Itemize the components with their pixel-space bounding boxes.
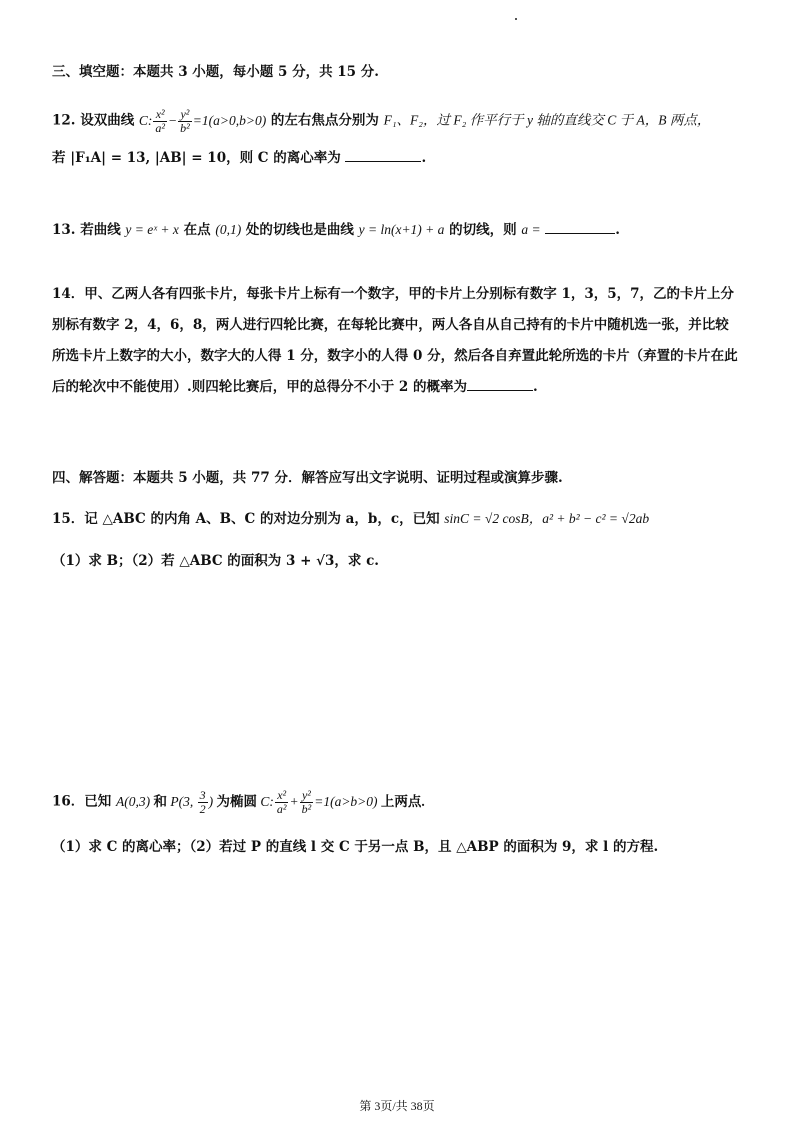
q14-line: 14．甲、乙两人各有四张卡片，每张卡片上标有一个数字，甲的卡片上分别标有数字 1，3，5，7，乙的卡片上分: [52, 286, 735, 302]
q12-number: 12.: [52, 112, 76, 129]
q16-equation: A(0,3) 和 P(3, $\frac{3}{2}$ ) 为椭圆 C: $\frac{\text{x²}}{\text{a²}}$ + $\frac{\text{y²}}{\text{b²}}$ =1(a>b>0) 上两点.: [116, 788, 425, 816]
q13-number: 13.: [52, 222, 76, 238]
q14-line: 别标有数字 2，4，6，8，两人进行四轮比赛，在每轮比赛中，两人各自从自己持有的卡片中随机选一张，并比较: [52, 317, 729, 333]
question-12-line-2: 若 |F₁A| = 13, |AB| = 10，则 C 的离心率为 .: [52, 150, 427, 166]
q13-eq1: y = eˣ + x: [125, 222, 179, 237]
question-16-line-2: （1）求 C 的离心率；（2）若过 P 的直线 l 交 C 于另一点 B，且 △ABP 的面积为 9，求 l 的方程.: [52, 839, 659, 855]
q13-eq2: y = ln(x+1) + a: [358, 222, 445, 237]
q13-answer-label: a =: [521, 222, 541, 237]
q13-answer-blank: [545, 220, 615, 234]
q15-equation: sinC = √2 cosB，a² + b² − c² = √2ab: [444, 511, 650, 526]
question-14: [52, 279, 752, 403]
q15-text-a: 15．记 △ABC 的内角 A、B、C 的对边分别为 a，b，c，已知: [52, 511, 440, 527]
q12-text-c: F₁、F₂，过 F₂ 作平行于 y 轴的直线交 C 于 A，B 两点，: [383, 112, 711, 128]
q12-text-a: 设双曲线: [80, 112, 135, 129]
question-15-line-2: （1）求 B；（2）若 △ABC 的面积为 3 + √3，求 c.: [52, 553, 379, 569]
q16-text-a: 16．已知: [52, 793, 112, 810]
speck: [515, 18, 517, 20]
section-4-title: 四、解答题：本题共 5 小题，共 77 分．解答应写出文字说明、证明过程或演算步骤.: [52, 470, 563, 486]
q13-point: (0,1): [215, 222, 242, 237]
question-13: 13. 若曲线 y = eˣ + x 在点 (0,1) 处的切线也是曲线 y = ln(x+1) + a 的切线，则 a = .: [52, 222, 620, 238]
question-15-line-1: [52, 507, 649, 527]
question-16-line-1: [52, 789, 425, 816]
q14-line: 所选卡片上数字的大小，数字大的人得 1 分，数字小的人得 0 分，然后各自弃置此轮所选的卡片（弃置的卡片在此: [52, 348, 738, 364]
q14-line-last: 后的轮次中不能使用）.则四轮比赛后，甲的总得分不小于 2 的概率为 .: [52, 379, 538, 395]
q13-text-b: 在点: [183, 222, 211, 238]
section-3-title: 三、填空题：本题共 3 小题，每小题 5 分，共 15 分.: [52, 64, 379, 80]
q12-text-b: 的左右焦点分别为: [270, 112, 379, 129]
q12-equation: C: $\frac{\text{x²}}{\text{a²}}$ − $\frac{\text{y²}}{\text{b²}}$ =1(a>0,b>0): [138, 107, 267, 135]
page-footer: 第 3页/共 38页: [359, 1099, 435, 1113]
q13-text-d: 的切线，则: [449, 222, 517, 238]
q14-answer-blank: [467, 377, 533, 391]
question-12-line-1: [52, 108, 710, 135]
q13-text-a: 若曲线: [80, 222, 121, 238]
q12-answer-blank: [345, 148, 421, 162]
q13-text-c: 处的切线也是曲线: [245, 222, 354, 238]
q12-line-2-text: 若 |F₁A| = 13, |AB| = 10，则 C 的离心率为: [52, 150, 341, 166]
